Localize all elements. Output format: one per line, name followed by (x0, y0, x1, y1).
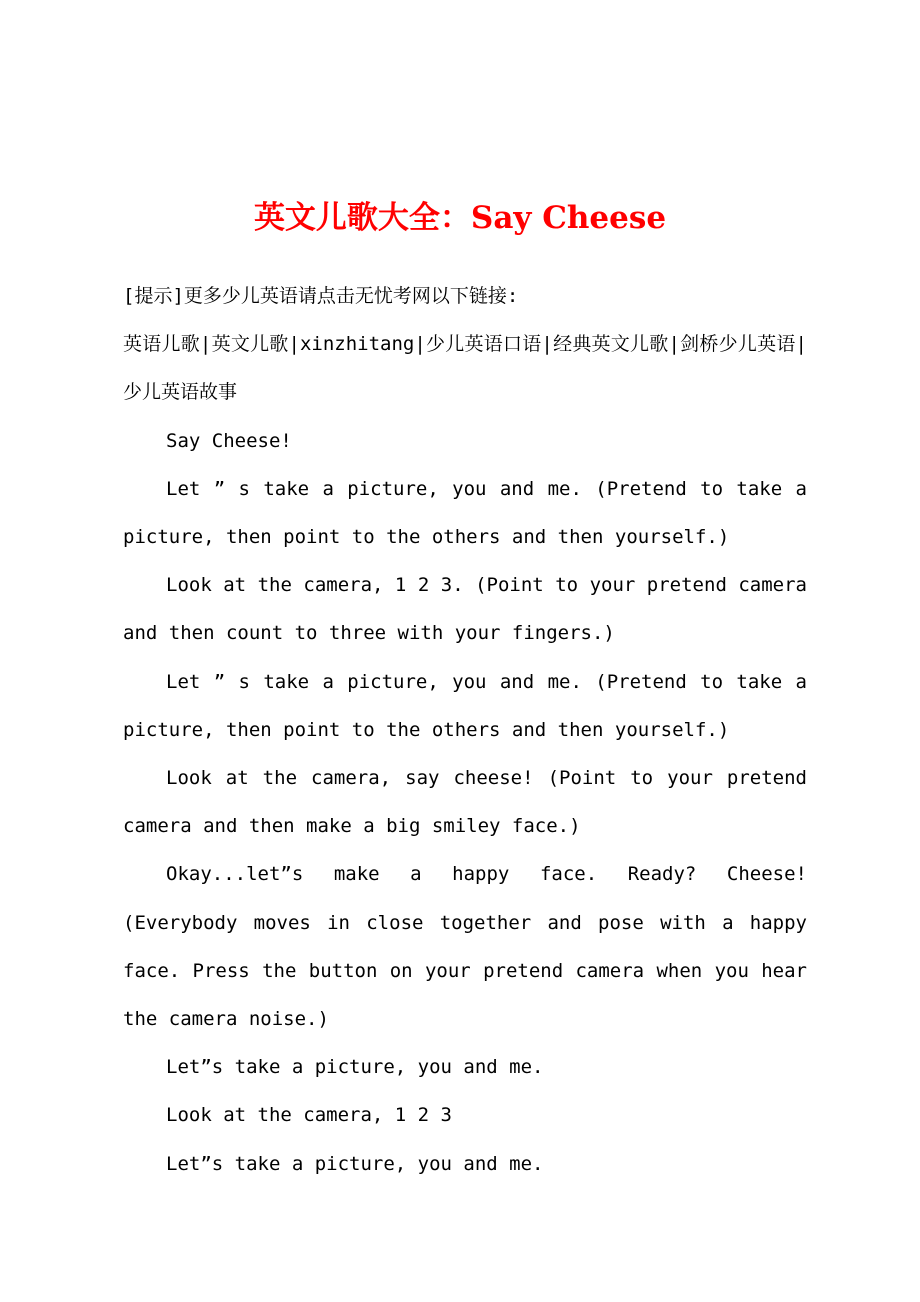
paragraph: Let ” s take a picture, you and me. (Pretend to take a picture, then point to the others and then yourself.) (123, 670, 807, 741)
paragraph: Let ” s take a picture, you and me. (Pretend to take a picture, then point to the others and then yourself.) (123, 477, 807, 549)
paragraph: Okay...let”s make a happy face. Ready? Cheese! (Everybody moves in close together and pose with a happy face. Press the button on your pretend camera when you hear the camera noise.) (123, 863, 807, 1031)
tip-line: [提示]更多少儿英语请点击无忧考网以下链接: (123, 285, 519, 307)
paragraph: Look at the camera, 1 2 3. (Point to your pretend camera and then count to three with your fingers.) (123, 574, 807, 645)
document-body (123, 272, 807, 1188)
paragraph: Look at the camera, 1 2 3 (166, 1104, 452, 1127)
paragraph: Let”s take a picture, you and me. (166, 1056, 544, 1079)
paragraph: Let”s take a picture, you and me. (166, 1152, 544, 1175)
paragraph: Look at the camera, say cheese! (Point to your pretend camera and then make a big smiley face.) (123, 767, 807, 838)
document-title: 英文儿歌大全：Say Cheese (253, 200, 667, 236)
paragraph: Say Cheese! (166, 429, 292, 452)
links-line: 英语儿歌|英文儿歌|xinzhitang|少儿英语口语|经典英文儿歌|剑桥少儿英语|少儿英语故事 (123, 333, 807, 404)
